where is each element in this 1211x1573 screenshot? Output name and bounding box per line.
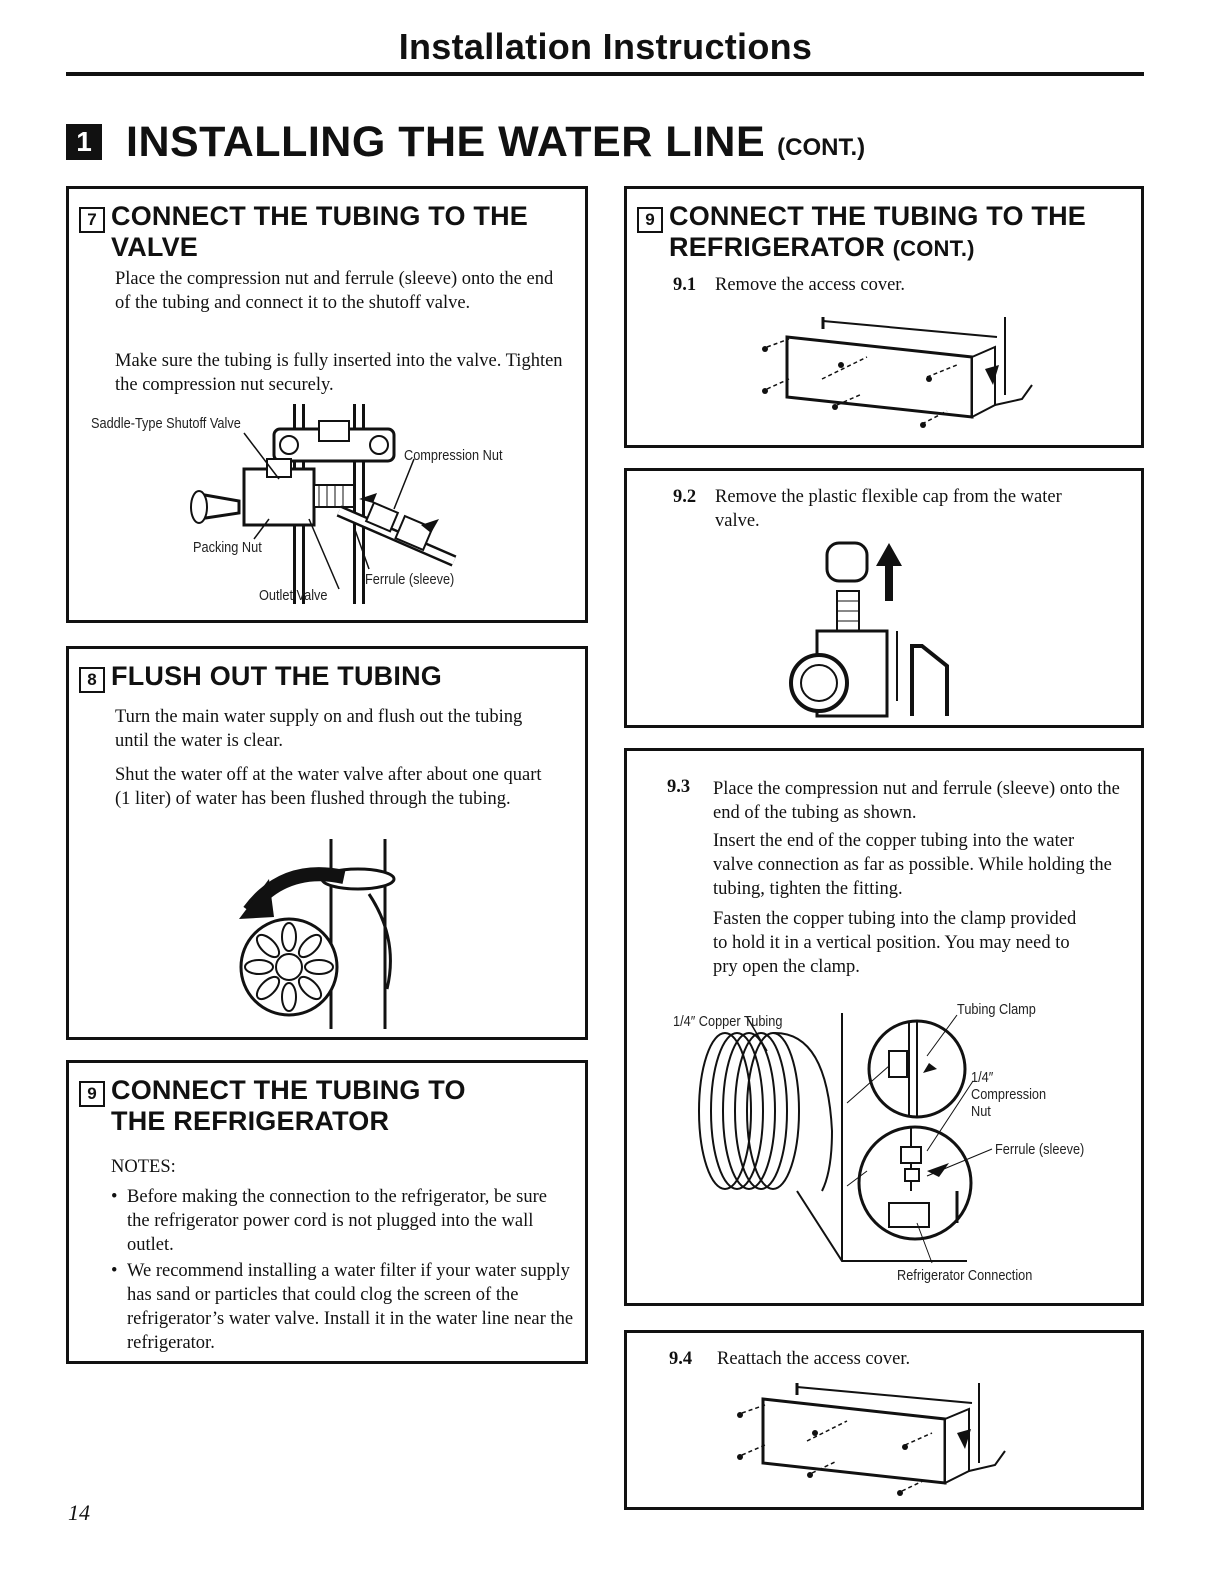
water-valve-cap-diagram: [627, 471, 1147, 731]
label-compression-nut-quarter: 1/4″ Compression Nut: [971, 1069, 1047, 1120]
label-outlet-valve: Outlet Valve: [259, 587, 328, 604]
step-9-number: 9: [79, 1081, 105, 1107]
section-title: INSTALLING THE WATER LINE: [126, 117, 766, 166]
step-7-number: 7: [79, 207, 105, 233]
label-saddle-valve: Saddle-Type Shutoff Valve: [91, 415, 241, 432]
step-9-3-para-3: Fasten the copper tubing into the clamp provided to hold it in a vertical position. You may need to pry open the clamp.: [713, 909, 1077, 977]
step-9-3-number: 9.3: [667, 777, 691, 797]
step-9-cont-box: [624, 186, 1144, 448]
shutoff-valve-diagram: [69, 189, 591, 626]
step-9-1-number: 9.1: [673, 275, 697, 295]
label-ferrule: Ferrule (sleeve): [365, 571, 455, 588]
notes-label: NOTES:: [111, 1157, 176, 1177]
step-9-2-text: Remove the plastic flexible cap from the water valve.: [715, 487, 1062, 531]
step-7-title: CONNECT THE TUBING TO THE VALVE: [111, 201, 529, 262]
step-9-box: [66, 1060, 588, 1364]
step-9-3-para-1: Place the compression nut and ferrule (sleeve) onto the end of the tubing as shown.: [713, 779, 1120, 823]
step-8-para-1: Turn the main water supply on and flush out the tubing until the water is clear.: [115, 707, 523, 751]
step-9-1-text: Remove the access cover.: [715, 275, 906, 295]
label-packing-nut: Packing Nut: [193, 539, 262, 556]
label-tubing-clamp: Tubing Clamp: [957, 1001, 1036, 1018]
page-title: Installation Instructions: [398, 26, 813, 67]
step-9-cont-number: 9: [637, 207, 663, 233]
page-number: 14: [68, 1500, 90, 1525]
label-refrigerator-connection: Refrigerator Connection: [897, 1267, 1033, 1284]
step-7-para-1: Place the compression nut and ferrule (sleeve) onto the end of the tubing and connect it to the shutoff valve.: [115, 269, 554, 313]
note-2: • We recommend installing a water filter if your water supply has sand or particles that could clog the screen of the refrigerator’s water valve. Install it in the water line near the refrigerator.: [111, 1259, 577, 1355]
step-9-3-para-2: Insert the end of the copper tubing into the water valve connection as far as possible. While holding the tubing, tighten the fitting.: [713, 831, 1112, 899]
refrigerator-connection-diagram: [627, 751, 1147, 1309]
section-heading: [66, 118, 865, 166]
label-copper-tubing: 1/4″ Copper Tubing: [673, 1013, 783, 1030]
step-9-cont-title-text: CONNECT THE TUBING TO THE REFRIGERATOR: [669, 201, 1087, 262]
step-9-4-text: Reattach the access cover.: [717, 1349, 911, 1369]
section-cont-label: (CONT.): [777, 134, 866, 161]
step-8-box: [66, 646, 588, 1040]
step-9-title: CONNECT THE TUBING TO THE REFRIGERATOR: [111, 1075, 466, 1136]
access-cover-reattach-diagram: [627, 1333, 1147, 1513]
step-9-cont-label: (CONT.): [892, 236, 975, 261]
step-9-2-number: 9.2: [673, 487, 697, 507]
step-7-box: [66, 186, 588, 623]
step-9-2-box: [624, 468, 1144, 728]
header-rule: [66, 72, 1144, 76]
label-compression-nut: Compression Nut: [404, 447, 503, 464]
water-valve-knob-diagram: [69, 649, 591, 1043]
label-ferrule-sleeve: Ferrule (sleeve): [995, 1141, 1085, 1158]
step-8-title: FLUSH OUT THE TUBING: [111, 661, 442, 691]
step-7-para-2: Make sure the tubing is fully inserted into the valve. Tighten the compression nut securely.: [115, 351, 563, 395]
section-badge: 1: [66, 124, 102, 160]
access-cover-remove-diagram: [627, 189, 1147, 451]
step-9-3-box: [624, 748, 1144, 1306]
step-8-number: 8: [79, 667, 105, 693]
step-9-4-number: 9.4: [669, 1349, 693, 1369]
note-1: • Before making the connection to the refrigerator, be sure the refrigerator power cord is not plugged into the wall outlet.: [111, 1185, 567, 1257]
step-8-para-2: Shut the water off at the water valve after about one quart (1 liter) of water has been flushed through the tubing.: [115, 765, 542, 809]
step-9-4-box: [624, 1330, 1144, 1510]
